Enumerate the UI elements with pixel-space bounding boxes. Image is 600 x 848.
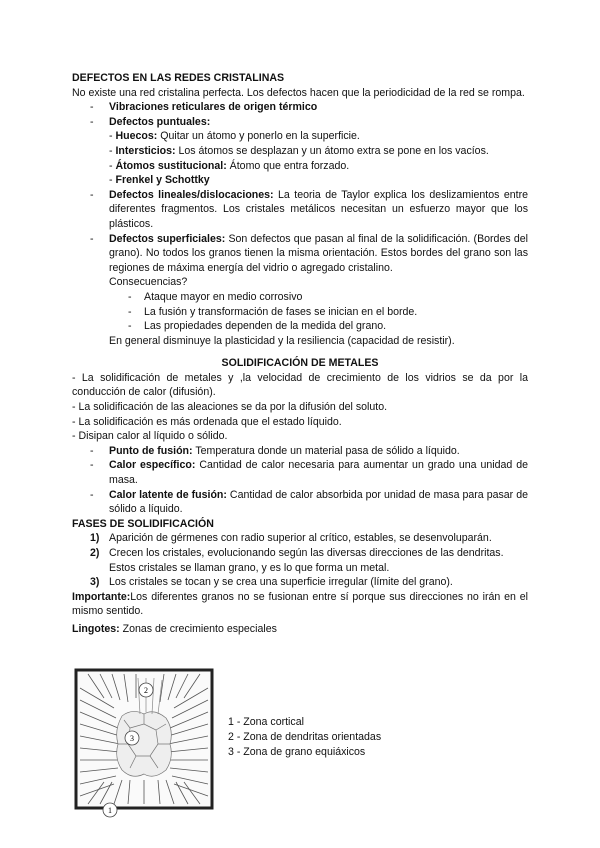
list-item-fase: 2) Crecen los cristales, evolucionando según las diversas direcciones de las dendritas. Estos cristales se llaman grano, y es lo que forma un metal. — [90, 547, 504, 574]
solid-line: - La solidificación es más ordenada que el estado líquido. — [72, 415, 342, 428]
general-text: En general disminuye la plasticidad y la resiliencia (capacidad de resistir). — [109, 334, 455, 347]
latente-label: Calor latente de fusión: — [109, 488, 227, 501]
list-item-fase: 1) Aparición de gérmenes con radio superior al crítico, estables, se desenvoluparán. — [90, 532, 492, 545]
zone-marker-3-label: 3 — [130, 734, 134, 743]
intro-paragraph: No existe una red cristalina perfecta. Los defectos hacen que la periodicidad de la red se rompa. — [72, 86, 525, 99]
puntuales-label: Defectos puntuales: — [109, 115, 211, 128]
importante-paragraph — [72, 590, 528, 619]
superficiales-label: Defectos superficiales: — [109, 232, 226, 245]
list-item-lineales: - Defectos lineales/dislocaciones: La teoria de Taylor explica los deslizamientos entre diferentes fragmentos. Los cristales metálicos necesitan un esfuerzo mayor que los plásticos. — [90, 188, 528, 230]
importante-text: Los diferentes granos no se fusionan entre sí porque sus direcciones no irán en el mismo sentido. — [72, 590, 528, 618]
list-item-latente: - Calor latente de fusión: Cantidad de calor absorbida por unidad de masa para pasar de sólido a líquido. — [90, 488, 528, 516]
lineales-text: La teoria de Taylor explica los deslizamientos entre diferentes fragmentos. Los cristales metálicos necesitan un esfuerzo mayor que los plásticos. — [109, 188, 528, 230]
section-title-defectos: DEFECTOS EN LAS REDES CRISTALINAS — [72, 72, 285, 84]
lingotes-label: Lingotes: — [72, 622, 120, 635]
document-body — [72, 71, 528, 637]
sub-item-huecos: - Huecos: Quitar un átomo y ponerlo en la superficie. — [109, 130, 360, 143]
fusion-label: Punto de fusión: — [109, 444, 193, 457]
solid-line: - Disipan calor al líquido o sólido. — [72, 430, 228, 443]
zone-marker-2-label: 2 — [144, 686, 148, 695]
zone-marker-1-label: 1 — [108, 806, 112, 815]
equiaxed-grains — [117, 711, 172, 776]
lineales-label: Defectos lineales/dislocaciones: — [109, 188, 274, 201]
solid-line: - La solidificación de metales y ,la velocidad de crecimiento de los vidrios se da por la conducción de calor (difusión). — [72, 371, 528, 399]
huecos-text: Quitar un átomo y ponerlo en la superficie. — [157, 130, 360, 143]
huecos-label: Huecos: — [115, 130, 158, 143]
legend-item: 3 - Zona de grano equiáxicos — [228, 746, 366, 758]
consecuencias-label: Consecuencias? — [109, 276, 188, 289]
list-item-fase: 3) Los cristales se tocan y se crea una superficie irregular (límite del grano). — [90, 576, 453, 589]
vibraciones-label: Vibraciones reticulares de origen térmico — [109, 101, 318, 114]
frenkel-label: Frenkel y Schottky — [115, 174, 210, 187]
list-item-consecuencia: - La fusión y transformación de fases se inician en el borde. — [128, 305, 418, 318]
list-item-puntuales: - Defectos puntuales: — [90, 115, 211, 128]
lingotes-paragraph — [72, 622, 528, 637]
sustitucional-text: Átomo que entra forzado. — [226, 159, 350, 172]
section-title-solidificacion: SOLIDIFICACIÓN DE METALES — [221, 357, 379, 370]
legend-item: 1 - Zona cortical — [228, 716, 304, 728]
list-item-fusion: - Punto de fusión: Temperatura donde un material pasa de sólido a líquido. — [90, 444, 460, 457]
lingotes-text: Zonas de crecimiento especiales — [119, 622, 277, 635]
superficiales-text: Son defectos que pasan al final de la solidificación. (Bordes del grano). No todos los granos tienen la misma orientación. Estos bordes del grano son las regiones de máxima energía del vidrio o agregado cristalino. — [109, 232, 528, 274]
list-item-superficiales: - Defectos superficiales: Son defectos que pasan al final de la solidificación. (Bordes del grano). No todos los granos tienen la misma orientación. Estos bordes del grano son las regiones de máxima energía del vidrio o agregado cristalino. — [90, 232, 528, 274]
fusion-text: Temperatura donde un material pasa de sólido a líquido. — [192, 444, 460, 457]
sub-item-intersticios: - Intersticios: Los átomos se desplazan y un átomo extra se pone en los vacíos. — [109, 144, 489, 157]
ingot-grain-diagram — [74, 668, 214, 818]
legend-item: 2 - Zona de dendritas orientadas — [228, 731, 382, 743]
list-item-consecuencia: - Las propiedades dependen de la medida del grano. — [128, 320, 387, 333]
importante-label: Importante: — [72, 590, 131, 603]
calor-text: Cantidad de calor necesaria para aumentar un grado una unidad de masa. — [109, 459, 528, 487]
intersticios-label: Intersticios: — [115, 144, 176, 157]
list-item-calor: - Calor específico: Cantidad de calor necesaria para aumentar un grado una unidad de masa. — [90, 459, 528, 487]
list-item-vibraciones: - Vibraciones reticulares de origen térmico — [90, 101, 318, 114]
intersticios-text: Los átomos se desplazan y un átomo extra se pone en los vacíos. — [175, 144, 489, 157]
latente-text: Cantidad de calor absorbida por unidad de masa para pasar de sólido a líquido. — [109, 488, 528, 516]
sub-item-frenkel: - Frenkel y Schottky — [109, 174, 210, 187]
sub-item-sustitucional: - Átomos sustitucional: Átomo que entra forzado. — [109, 159, 350, 172]
solid-line: - La solidificación de las aleaciones se da por la difusión del soluto. — [72, 401, 388, 414]
calor-label: Calor específico: — [109, 459, 196, 472]
list-item-consecuencia: - Ataque mayor en medio corrosivo — [128, 290, 303, 303]
sustitucional-label: Átomos sustitucional: — [115, 159, 227, 172]
section-title-fases: FASES DE SOLIDIFICACIÓN — [72, 517, 214, 530]
figure-legend — [228, 715, 381, 760]
